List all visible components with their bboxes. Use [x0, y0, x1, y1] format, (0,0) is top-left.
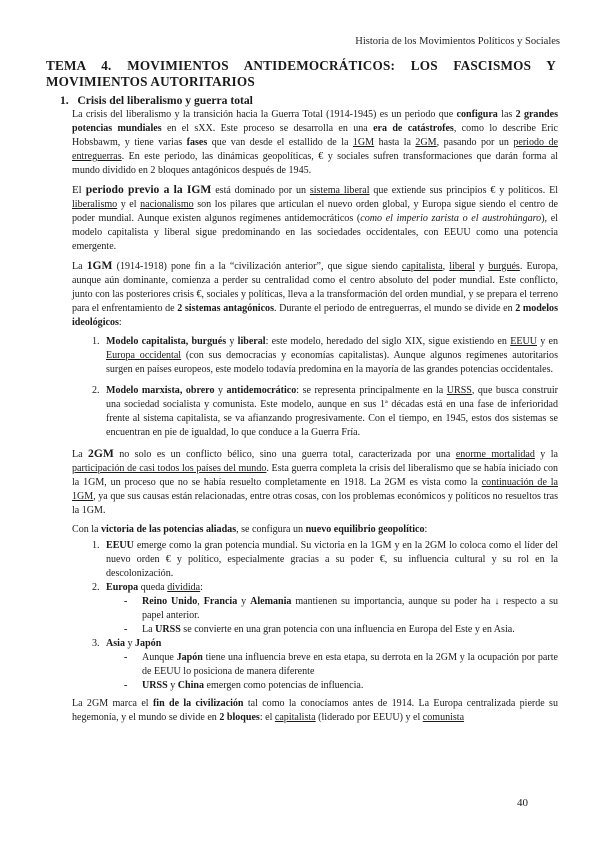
body-content: [72, 108, 558, 730]
paragraph-allied-victory: Con la victoria de las potencias aliadas, se configura un nuevo equilibrio geopolítico:: [72, 524, 428, 535]
sublist-item: - Aunque Japón tiene una influencia breve en esta etapa, su derrota en la 2GM y la ocupación por parte de EEUU lo posiciona de manera diferente: [128, 651, 558, 679]
list-item-europa: 2. Europa queda dividida: - Reino Unido, Francia y Alemania mantienen su importancia, aunque su poder ha ↓ respecto a su papel anterior. - La URSS se convierte en una gran potencia con una influencia en Europa del Este y en Asia.: [102, 581, 558, 637]
section-number: 1.: [60, 94, 69, 107]
section-heading: [60, 94, 253, 107]
ideological-models-list: [72, 335, 558, 440]
list-item-asia: 3. Asia y Japón - Aunque Japón tiene una influencia breve en esta etapa, su derrota en la 2GM y la ocupación por parte de EEUU lo posiciona de manera diferente - URSS y China emergen como potencias de influencia.: [102, 637, 558, 693]
list-item-capitalist-model: 1. Modelo capitalista, burgués y liberal: este modelo, heredado del siglo XIX, sigue existiendo en EEUU y en Europa occidental (con sus democracias y economías capitalistas). Aunque algunos regímenes autoritarios surgen en países europeos, este modelo todavía predomina en la mayoría de las grandes potencias occidentales.: [102, 335, 558, 377]
geopolitical-outcomes-list: [72, 539, 558, 693]
asia-sublist: [106, 651, 558, 693]
paragraph-end-of-civilization: La 2GM marca el fin de la civilización tal como la conocíamos antes de 1914. La Europa centralizada pierde su hegemonía, y el mundo se divide en 2 bloques: el capitalista (liderado por EEUU) y el comunista: [72, 698, 558, 723]
list-item-marxist-model: 2. Modelo marxista, obrero y antidemocrático: se representa principalmente en la URSS, que busca construir una sociedad socialista y comunista. Este modelo, aunque en sus 1ª décadas está en una fase de inferioridad frente al sistema capitalista, se va afianzando progresivamente. Con el tiempo, en 1945, estos dos sistemas se encuentran en pie de igualdad, lo que conduce a la Guerra Fría.: [102, 384, 558, 440]
europa-sublist: [106, 595, 558, 637]
page-number: 40: [517, 797, 528, 809]
running-header: Historia de los Movimientos Políticos y Sociales: [355, 36, 560, 47]
sublist-item: - La URSS se convierte en una gran potencia con una influencia en Europa del Este y en Asia.: [128, 623, 558, 637]
paragraph-1gm: La 1GM (1914-1918) pone fin a la “civilización anterior”, que sigue siendo capitalista, liberal y burgués. Europa, aunque aún dominante, comienza a perder su centralidad como el centro absoluto del poder mundial. Este conflicto, junto con las posteriores crisis €, sociales y políticas, lleva a la transformación del orden mundial, y se prepara el terreno para el enfrentamiento de 2 sistemas antagónicos. Durante el periodo de entreguerras, el mundo se divide en 2 modelos ideológicos:: [72, 259, 558, 328]
list-item-eeuu: 1. EEUU emerge como la gran potencia mundial. Su victoria en la 1GM y en la 2GM lo coloca como el líder del nuevo orden € y político, especialmente gracias a su poder €, su influencia cultural y su rol en la descolonización.: [102, 539, 558, 581]
paragraph-pre-war: El periodo previo a la IGM está dominado por un sistema liberal que extiende sus principios € y políticos. El liberalismo y el nacionalismo son los pilares que articulan el nuevo orden global, y Europa sigue siendo el centro de poder mundial. Aunque existen algunos regímenes antidemocráticos (como el imperio zarista o el austrohúngaro), el modelo capitalista y liberal sigue predominando en las sociedades occidentales, con EEUU como una potencia emergente.: [72, 183, 558, 252]
document-title: TEMA 4. MOVIMIENTOS ANTIDEMOCRÁTICOS: LOS FASCISMOS Y MOVIMIENTOS AUTORITARIOS: [46, 58, 556, 89]
sublist-item: - Reino Unido, Francia y Alemania mantienen su importancia, aunque su poder ha ↓ respecto a su papel anterior.: [128, 595, 558, 623]
paragraph-intro: La crisis del liberalismo y la transición hacia la Guerra Total (1914-1945) es un periodo que configura las 2 grandes potencias mundiales en el sXX. Este proceso se desarrolla en una era de catástrofes, como lo describe Eric Hobsbawm, y tiene varias fases que van desde el estallido de la 1GM hasta la 2GM, pasando por un periodo de entreguerras. En este periodo, las dinámicas geopolíticas, € y sociales sufren transformaciones que darán forma al mundo dividido en 2 bloques antagónicos después de 1945.: [72, 109, 559, 176]
paragraph-2gm: La 2GM no solo es un conflicto bélico, sino una guerra total, caracterizada por una enorme mortalidad y la participación de casi todos los países del mundo. Esta guerra completa la crisis del liberalismo que se había iniciado con la 1GM, un proceso que no se había resuelto completamente en 1918. La 2GM es vista como la continuación de la 1GM, ya que sus causas están relacionadas, entre otras cosas, con los problemas económicos y políticos no resueltos tras la 1GM.: [72, 447, 559, 516]
sublist-item: - URSS y China emergen como potencias de influencia.: [128, 679, 558, 693]
section-heading-text: Crisis del liberalismo y guerra total: [77, 94, 253, 107]
